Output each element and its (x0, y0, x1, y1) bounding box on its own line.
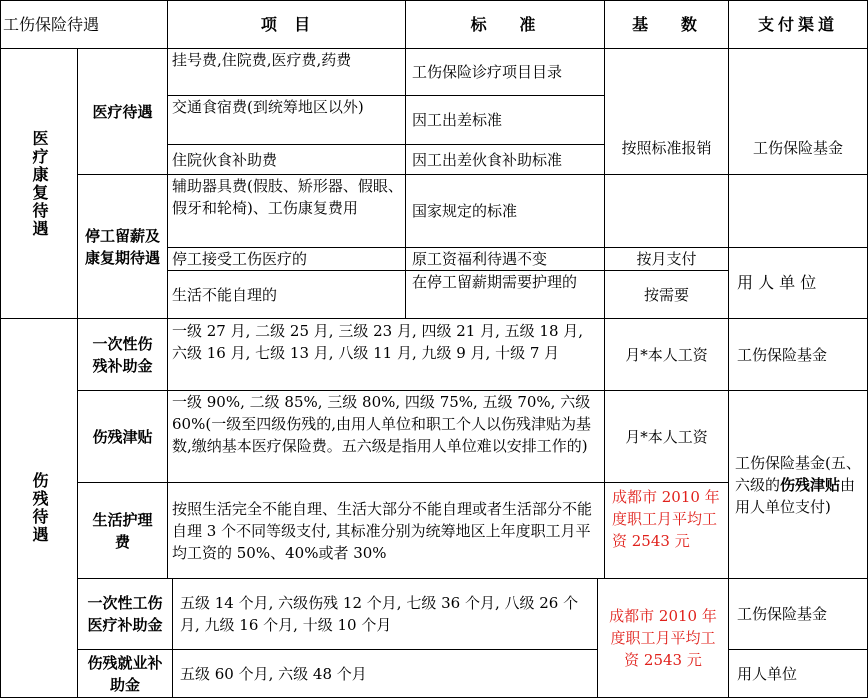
std-nursing-fee: 按照生活完全不能自理、生活大部分不能自理或者生活部分不能自理 3 个不同等级支付, 其标准分别为统筹地区上年度职工月平均工资的 50%、40%或者 30% (172, 499, 593, 562)
std-medical-subsidy: 五级 14 个月, 六级伤残 12 个月, 七级 36 个月, 八级 26 个月, 九级 16 个月, 十级 10 个月 (180, 594, 579, 634)
std-diagnosis-catalog: 工伤保险诊疗项目目录 (412, 63, 563, 81)
sub-work-stoppage: 停工留薪及康复期待遇 (84, 226, 160, 267)
sub-one-time-disability: 一次性伤残补助金 (92, 334, 153, 375)
header-base: 基 数 (632, 14, 701, 34)
row-transport-fee: 交通食宿费(到统筹地区以外) (172, 98, 364, 116)
channel-fund-4: 工伤保险基金 (737, 605, 828, 623)
base-chengdu-wage-2: 成都市 2010 年度职工月平均工资 2543 元 (609, 607, 717, 669)
base-reimburse: 按照标准报销 (621, 139, 712, 157)
base-monthly-wage-2: 月*本人工资 (625, 427, 708, 446)
std-meal-subsidy: 因工出差伙食补助标准 (412, 150, 563, 169)
base-chengdu-wage-1: 成都市 2010 年度职工月平均工资 2543 元 (612, 488, 720, 550)
sub-medical-treatment: 医疗待遇 (92, 102, 153, 121)
row-stop-work-treatment: 停工接受工伤医疗的 (172, 250, 308, 268)
row-meal-subsidy: 住院伙食补助费 (172, 150, 278, 169)
table-title: 工伤保险待遇 (3, 14, 100, 34)
sub-nursing-fee: 生活护理费 (92, 510, 153, 551)
channel-fund-allowance (735, 391, 867, 578)
base-monthly: 按月支付 (636, 250, 697, 268)
channel-fund-text-b: 伤残津贴 (780, 475, 841, 494)
row-cannot-self-care: 生活不能自理的 (172, 285, 278, 304)
channel-insurance-fund: 工伤保险基金 (752, 139, 843, 157)
header-channel: 支付渠道 (757, 14, 838, 34)
std-original-wage: 原工资福利待遇不变 (412, 250, 548, 268)
group-disability-label: 伤残待遇 (30, 472, 49, 544)
std-national: 国家规定的标准 (412, 202, 518, 220)
base-monthly-wage-1: 月*本人工资 (625, 345, 708, 364)
sub-disability-allowance: 伤残津贴 (92, 427, 153, 446)
std-nursing-needed: 在停工留薪期需要护理的 (412, 273, 578, 291)
row-assistive-devices: 辅助器具费(假肢、矫形器、假眼、假牙和轮椅)、工伤康复费用 (172, 177, 403, 217)
header-standard: 标 准 (470, 14, 540, 34)
channel-employer: 用 人 单 位 (737, 273, 817, 292)
channel-employer-5: 用人单位 (737, 664, 798, 683)
row-registration-fee: 挂号费,住院费,医疗费,药费 (172, 51, 352, 69)
header-item: 项 目 (260, 14, 313, 34)
channel-fund-text-a: 工伤保险基金(五、六级的 (735, 453, 861, 494)
base-as-needed: 按需要 (643, 285, 689, 304)
group-medical-label: 医疗康复待遇 (30, 129, 49, 238)
group-disability (1, 319, 77, 697)
std-disability-allowance: 一级 90%, 二级 85%, 三级 80%, 四级 75%, 五级 70%, 六级 60%(一级至四级伤残的,由用人单位和职工个人以伤残津贴为基数,缴纳基本医疗保险费。五六级是指用人单位难以安排工作的) (172, 393, 591, 455)
std-business-trip: 因工出差标准 (412, 111, 503, 129)
std-employment-subsidy: 五级 60 个月, 六级 48 个月 (180, 664, 367, 683)
channel-fund-1: 工伤保险基金 (737, 345, 828, 364)
std-disability-months: 一级 27 月, 二级 25 月, 三级 23 月, 四级 21 月, 五级 18 月, 六级 16 月, 七级 13 月, 八级 11 月, 九级 9 月, 十级 7 月 (172, 322, 584, 362)
group-medical-rehab (1, 49, 77, 318)
sub-employment-subsidy: 伤残就业补助金 (87, 653, 163, 694)
sub-one-time-medical: 一次性工伤医疗补助金 (87, 594, 163, 634)
channel-fund-text-c: 由用人单位支付) (735, 475, 856, 516)
